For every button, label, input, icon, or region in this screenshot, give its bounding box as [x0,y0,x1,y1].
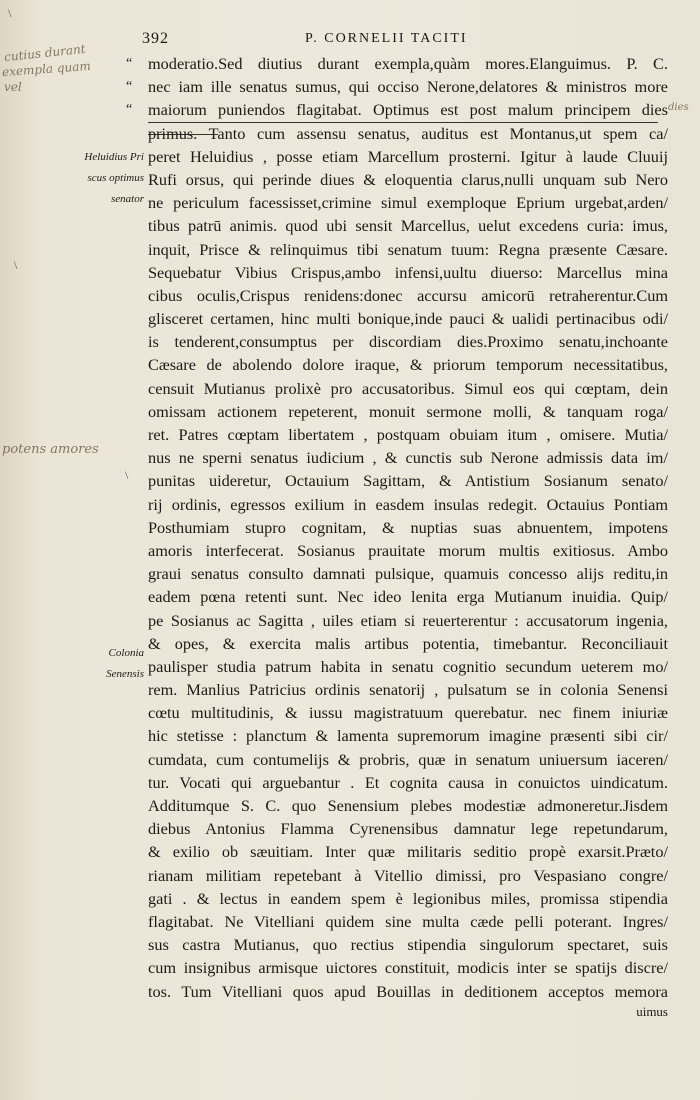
line-text: Posthumiam stupro cognitam, & nuptias suas abnuentem, impotens [148,517,668,537]
line-text: tibus patrū animis. quod ubi sensit Marcellus, uelut excedens curia: imus, [148,216,668,236]
text-line [148,933,668,956]
handwritten-note: exempla quam [1,58,92,80]
line-text: moderatio.Sed diutius durant exempla,quàm mores.Elanguimus. P. C. [148,54,668,73]
line-text: cœtu multitudinis, & iussu magistratuum querebatur. nec finem iniuriæ [148,703,668,723]
line-text: pe Sosianus ac Sagitta , uiles etiam si reuerterentur : accusatorum ingenia, [148,610,668,630]
handwritten-note: vel [4,80,22,94]
line-text: primus. Tanto cum assensu senatus, auditus est Montanus,ut spem ca/ [148,123,668,143]
line-text: diebus Antonius Flamma Cyrenensibus damnatur lege repetundarum, [148,819,668,839]
line-text: graui senatus consulto damnati pulsique, quamuis concesso alijs reditu,in [148,564,668,584]
margin-mark: \ [125,468,129,482]
handwritten-note: cutius durant [3,41,87,65]
line-text: ne periculum facessisset,crimine simul exemploque Eprium urgebat,arden/ [148,193,668,213]
line-text: sus castra Mutianus, quo rectius stipendia singulorum spectaret, suis [148,935,668,955]
text-line [148,794,668,817]
line-text: amoris interfecerat. Sosianus prauitate morum multis exitiosus. Ambo [148,540,668,560]
quote-mark: “ [126,102,133,118]
text-line [148,493,668,516]
side-note-line: scus optimus [87,172,144,184]
line-text: peret Heluidius , posse etiam Marcellum prosterni. Igitur à laude Cluuij [148,146,668,166]
text-line [148,609,668,632]
text-line [148,261,668,284]
line-text: Sequebatur Vibius Crispus,ambo infensi,uultu diuerso: Marcellus mina [148,262,668,282]
side-note-helvidius [84,150,144,206]
text-line [148,214,668,237]
side-note-colonia [106,646,144,681]
text-line [148,238,668,261]
quote-mark: “ [126,79,133,95]
line-text: & exilio ob sæuitiam. Inter quæ militaris seditio propè exarsit.Præto/ [148,842,668,862]
line-text: ret. Patres cœptam libertatem , postquam obuiam itum , omisere. Mutia/ [148,425,668,444]
line-text: omissam actionem repeterent, monuit sermone molli, & tanquam roga/ [148,401,668,421]
line-text: cumdata, cum contumelijs & probris, quæ in senatum uniuersum iaceren/ [148,749,668,769]
main-text-block [126,52,668,1021]
line-text: rij ordinis, egressos exilium in easdem insulas redegit. Octauius Pontiam [148,494,668,514]
text-line [126,52,668,75]
line-text: censuit Mutianus prolixè pro accusatoribus. Simul eos qui cœptam, dein [148,378,668,398]
text-line [148,655,668,678]
line-text: maiorum puniendos flagitabat. Optimus est post malum principem dies [148,100,668,120]
text-line [126,98,668,121]
handwritten-note: potens amores [2,442,99,457]
line-text: Additumque S. C. quo Senensium plebes modestiæ admoneretur.Jisdem [148,796,668,815]
text-line [148,191,668,214]
line-text: Rufi orsus, qui perinde diues & eloquentia clarus,nulli unquam sub Nero [148,169,668,189]
quote-mark: “ [126,56,133,71]
text-line [148,516,668,539]
text-line [148,122,668,145]
text-line [148,446,668,469]
text-line [148,539,668,562]
text-line [148,817,668,840]
line-text: rem. Manlius Patricius ordinis senatorij , pulsatum se in colonia Senensi [148,680,668,700]
text-line [148,168,668,191]
corner-mark: \ [8,6,12,20]
line-text: eadem pœna retenti sunt. Nec ideo lenita erga Mutianum inuidia. Quip/ [148,587,668,607]
handwritten-note: dies [668,102,689,113]
running-head: P. CORNELII TACITI [305,31,468,46]
text-line [148,585,668,608]
text-line [148,748,668,771]
text-line [148,145,668,168]
text-line [148,562,668,585]
line-text: nec iam ille senatus sumus, qui occiso Nerone,delatores & ministros more [148,77,668,97]
text-line [148,400,668,423]
side-note-line: Heluidius Pri [84,151,144,163]
line-text: hic stetisse : planctum & lamenta supremorum imagine præsenti sibi cir/ [148,726,668,746]
line-text: glisceret certamen, hinc multi bonique,inde pauci & ualidi pertinacibus odi/ [148,309,668,329]
page-number: 392 [142,30,169,47]
line-text: tur. Vocati qui arguebantur . Et cognita causa in conuictos uindicatum. [148,772,668,792]
line-text: cibus oculis,Crispus renidens:donec accursu amicorū retraherentur.Cum [148,285,668,305]
margin-mark: \ [14,258,18,272]
line-text: gati . & lectus in eandem spem è legionibus miles, promissa stipendia [148,888,668,908]
text-line [148,469,668,492]
text-line [148,724,668,747]
text-line [148,353,668,376]
line-text: punitas uideretur, Octauium Sagittam, & Antistium Sosianum senato/ [148,471,668,491]
line-text: flagitabat. Ne Vitelliani quidem sine multa cæde pelli poterant. Ingres/ [148,911,668,931]
line-text: & opes, & exercita malis artibus potentia, timebantur. Reconciliauit [148,633,668,653]
text-line [148,980,668,1003]
text-line [148,864,668,887]
text-line [148,632,668,655]
line-text: cum insignibus armisque uictores constituit, modicis inter se spatijs discre/ [148,958,668,978]
text-line [148,377,668,400]
text-line [126,75,668,98]
line-text: is tenderent,consumptus per discordiam dies.Proximo senatu,inchoante [148,332,668,352]
catchword: uimus [636,1003,668,1019]
side-note-line: senator [111,193,144,205]
line-text: paulisper studia patrum habita in senatu cognitio secundum ueterem mo/ [148,656,668,676]
text-line [148,701,668,724]
text-line [148,307,668,330]
text-line [148,284,668,307]
page-header [0,30,700,54]
text-line [148,887,668,910]
line-text: tos. Tum Vitelliani quos apud Bouillas in deditionem acceptos memora [148,981,668,1001]
text-line [148,910,668,933]
line-text: inquit, Prisce & relinquimus tibi senatum tuum: Regna præsente Cæsare. [148,239,668,259]
line-text: nus ne sperni senatus iudicium , & cunctis sub Nerone admissis data im/ [148,448,668,468]
line-text: Cæsare de abolendo dolore iraque, & priorum temporum necessitatibus, [148,355,668,375]
text-line [148,840,668,863]
text-line [148,330,668,353]
line-text: rianam militiam repetebant à Vitellio dimissi, pro Vespasiano congre/ [148,865,668,885]
side-note-line: Colonia [108,647,144,659]
text-line [148,771,668,794]
side-note-line: Senensis [106,668,144,680]
text-line [148,678,668,701]
text-line [148,423,668,446]
text-line [148,956,668,979]
